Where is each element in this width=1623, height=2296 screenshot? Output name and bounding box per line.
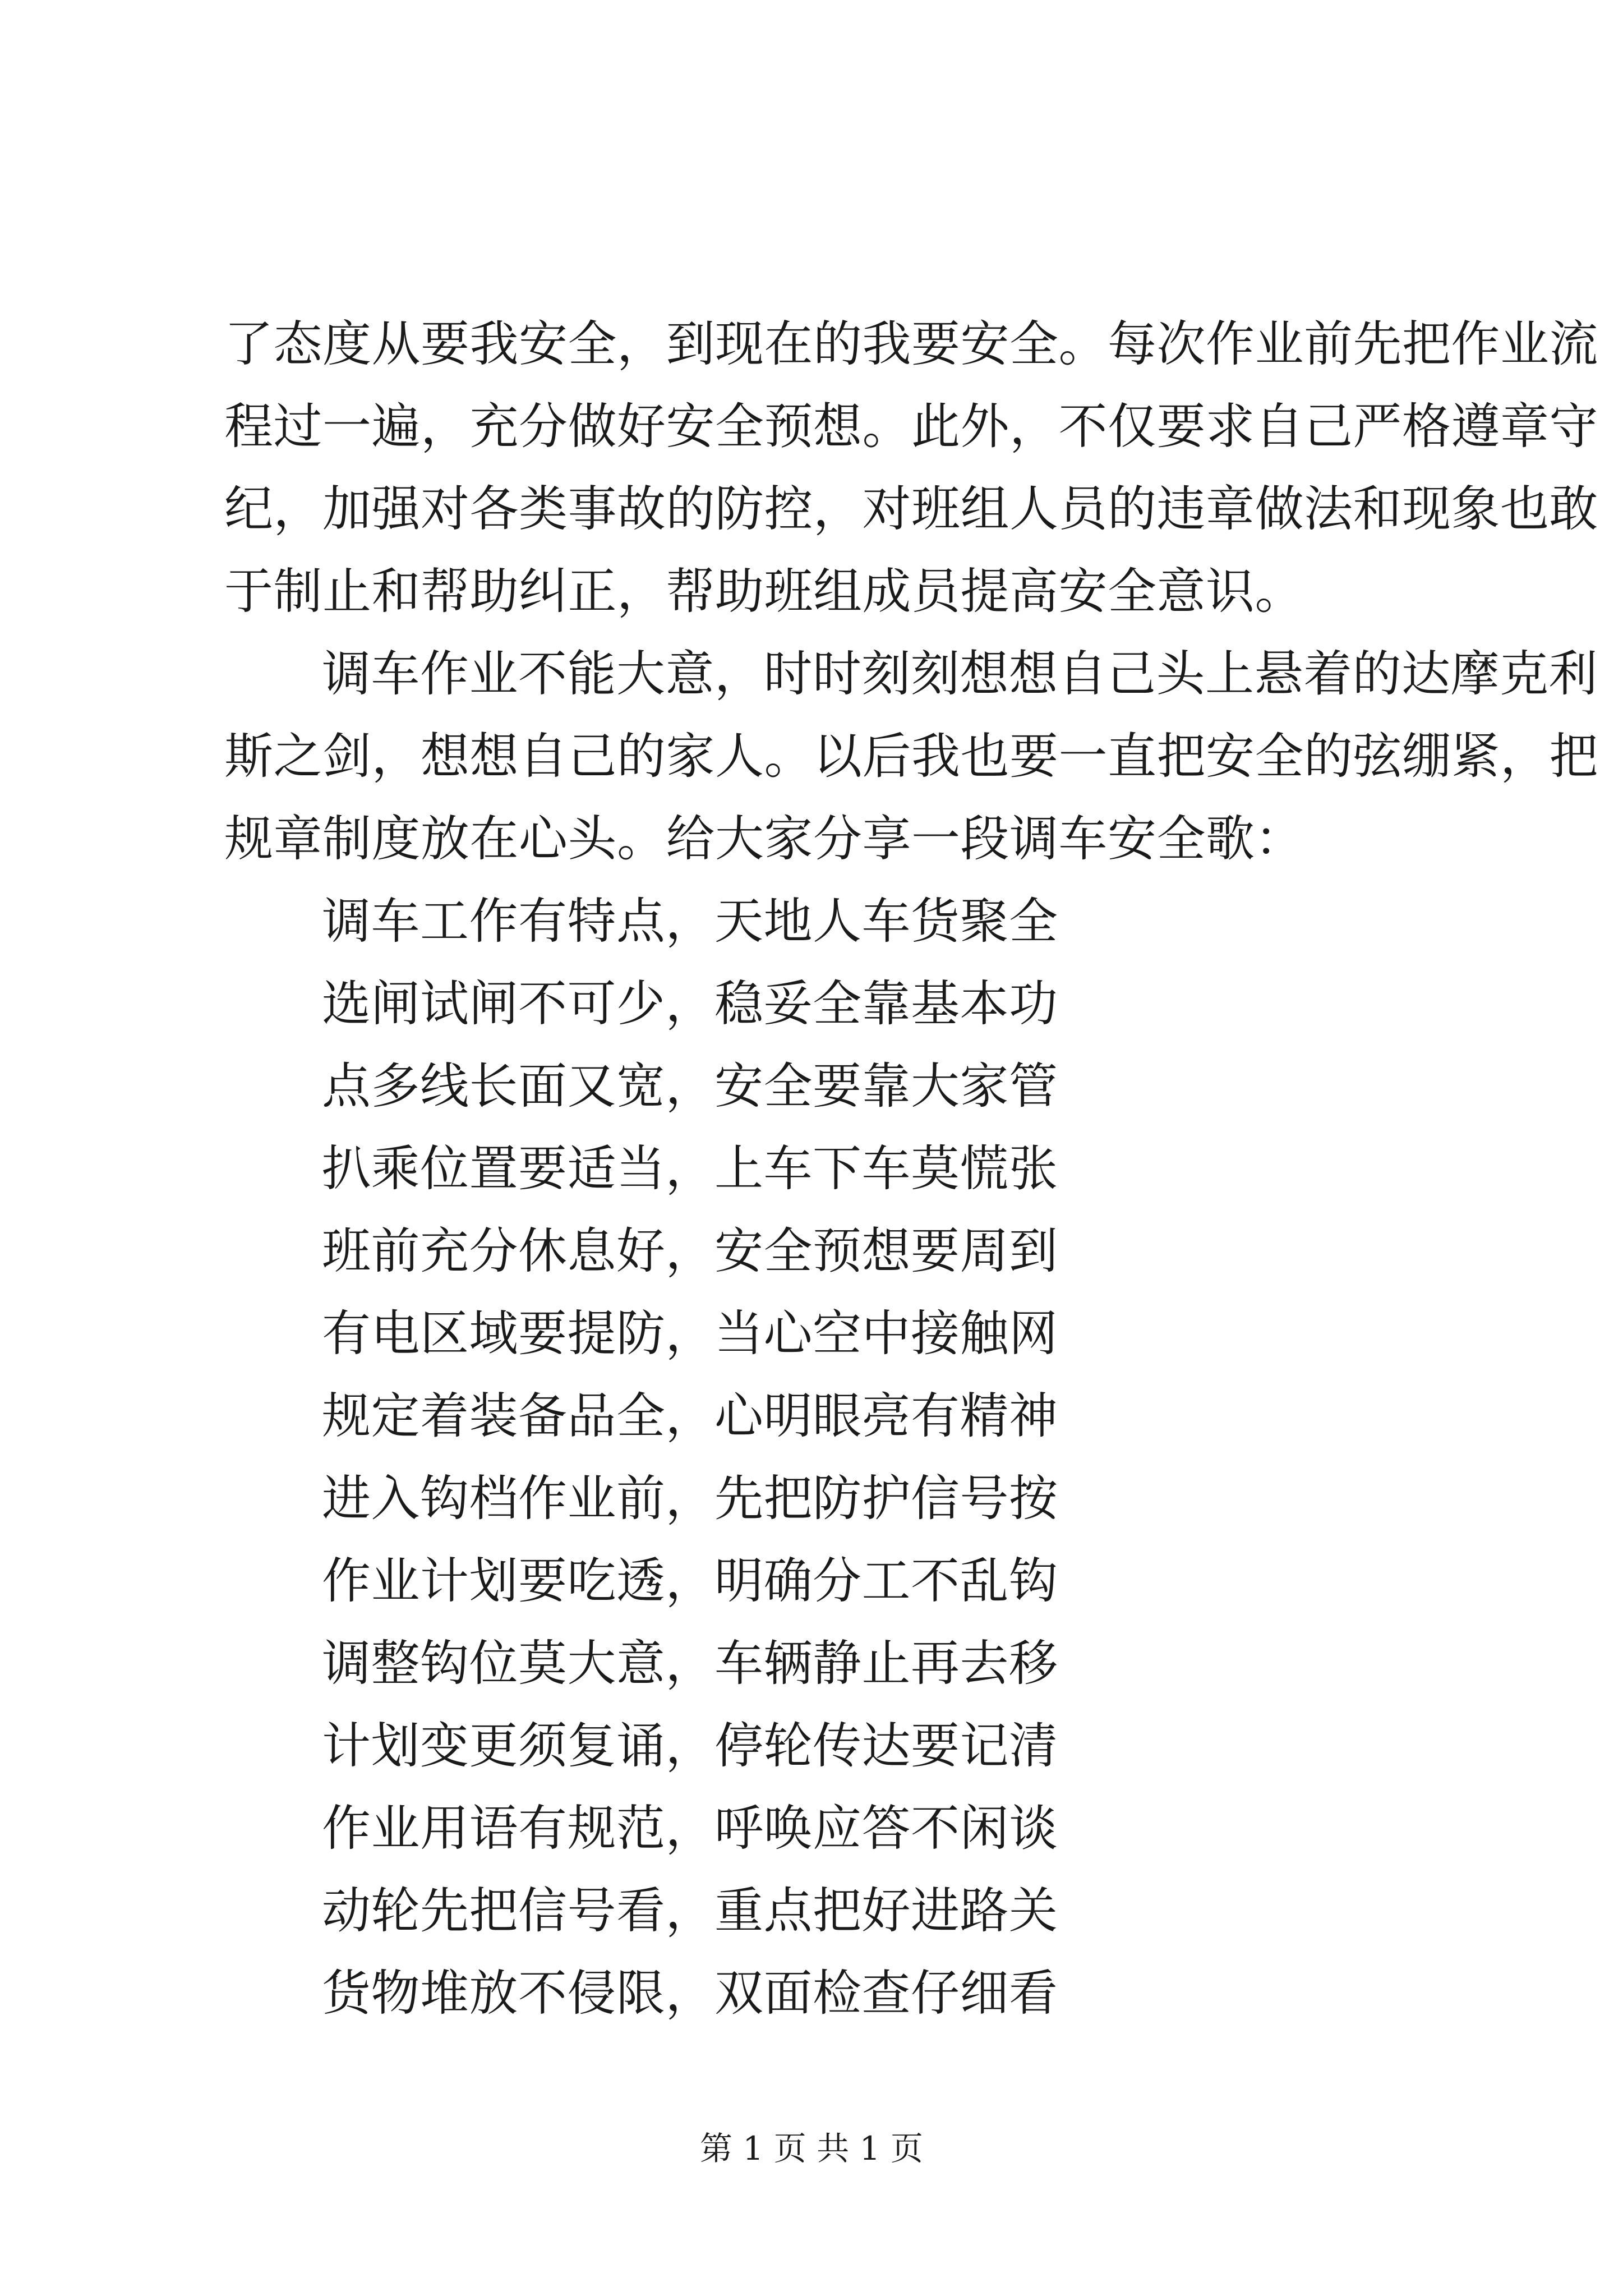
poem-line: 选闸试闸不可少，稳妥全靠基本功 (322, 975, 1058, 1032)
poem-line: 有电区域要提防，当心空中接触网 (322, 1305, 1058, 1362)
paragraph-1 (224, 303, 1598, 633)
paragraph-line: 调车作业不能大意，时时刻刻想想自己头上悬着的达摩克利 (322, 645, 1598, 702)
poem-line: 点多线长面又宽，安全要靠大家管 (322, 1057, 1058, 1115)
poem-line: 调车工作有特点，天地人车货聚全 (322, 892, 1058, 950)
poem-line: 作业计划要吃透，明确分工不乱钩 (322, 1552, 1058, 1609)
poem-line: 扒乘位置要适当，上车下车莫慌张 (322, 1140, 1058, 1197)
paragraph-line: 纪，加强对各类事故的防控，对班组人员的违章做法和现象也敢 (224, 480, 1598, 537)
paragraph-line: 了态度从要我安全，到现在的我要安全。每次作业前先把作业流 (224, 315, 1598, 372)
poem-line: 调整钩位莫大意，车辆静止再去移 (322, 1635, 1058, 1692)
poem-line: 计划变更须复诵，停轮传达要记清 (322, 1717, 1058, 1774)
paragraph-line: 斯之剑，想想自己的家人。以后我也要一直把安全的弦绷紧，把 (224, 728, 1598, 785)
poem-line: 作业用语有规范，呼唤应答不闲谈 (322, 1800, 1058, 1857)
paragraph-line: 于制止和帮助纠正，帮助班组成员提高安全意识。 (224, 563, 1304, 620)
poem-line: 规定着装备品全，心明眼亮有精神 (322, 1387, 1058, 1444)
document-body (224, 303, 1598, 2035)
paragraph-line: 程过一遍，充分做好安全预想。此外，不仅要求自己严格遵章守 (224, 398, 1598, 455)
poem-line: 动轮先把信号看，重点把好进路关 (322, 1882, 1058, 1939)
paragraph-2 (224, 633, 1598, 880)
poem-line: 进入钩档作业前，先把防护信号按 (322, 1470, 1058, 1527)
safety-song (224, 880, 1444, 2035)
poem-line: 班前充分休息好，安全预想要周到 (322, 1222, 1058, 1280)
page-number-footer: 第 1 页 共 1 页 (700, 2129, 923, 2168)
paragraph-line: 规章制度放在心头。给大家分享一段调车安全歌： (224, 810, 1304, 867)
poem-line: 货物堆放不侵限，双面检查仔细看 (322, 1964, 1058, 2022)
